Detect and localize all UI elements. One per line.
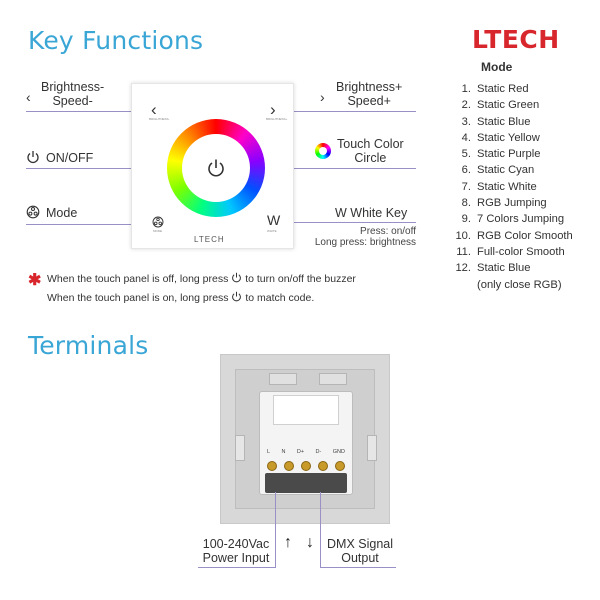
brightness-plus-label	[336, 80, 402, 108]
list-item: 7. Static White	[461, 180, 537, 193]
list-item: 12. Static Blue	[455, 262, 531, 275]
brightness-minus-line2: Speed-	[52, 94, 93, 108]
panel-chevron-left-icon: ‹	[151, 100, 157, 119]
brightness-plus-line2: Speed+	[347, 94, 391, 108]
pin-labels	[267, 449, 345, 455]
pin-label-dplus: D+	[296, 449, 305, 455]
dmx-output-line1: DMX Signal	[327, 537, 393, 551]
panel-w-key[interactable]: W	[267, 212, 281, 228]
ltech-logo: LTECH	[472, 25, 560, 54]
brightness-minus-label	[41, 80, 104, 108]
mode-label: Mode	[46, 206, 78, 220]
pin-label-n: N	[281, 449, 286, 455]
dmx-output-line2: Output	[341, 551, 379, 565]
asterisk-icon: ✱	[28, 272, 42, 289]
power-icon	[231, 272, 242, 283]
list-item: 5. Static Purple	[461, 148, 541, 161]
white-key-text: White Key	[350, 206, 408, 220]
white-key-long-press: Long press: brightness	[314, 237, 416, 248]
leader-line	[320, 567, 396, 568]
panel-brand: LTECH	[194, 235, 225, 244]
power-input-line2: Power Input	[202, 551, 270, 565]
power-input-line1: 100-240Vac	[202, 537, 270, 551]
leader-line	[275, 492, 276, 567]
list-item: 6. Static Cyan	[461, 164, 535, 177]
note-line-2: When the touch panel is on, long press to match code.	[47, 292, 315, 304]
brightness-minus-line1: Brightness-	[41, 80, 105, 94]
pin-label-gnd: GND	[332, 449, 345, 455]
panel-power-icon[interactable]	[206, 158, 226, 183]
brightness-plus-line1: Brightness+	[336, 80, 403, 94]
white-key-press: Press: on/off	[360, 226, 416, 237]
mode-list	[450, 81, 573, 293]
pin-label-l: L	[267, 449, 271, 455]
color-wheel-icon	[315, 143, 331, 159]
chevron-right-icon: ›	[320, 89, 325, 105]
device-back	[220, 354, 390, 524]
white-key-label	[335, 206, 407, 220]
panel-small-left: BRIGHTNESS-	[149, 117, 170, 121]
leader-line	[320, 492, 321, 567]
key-functions-title: Key Functions	[28, 26, 204, 55]
on-off-label: ON/OFF	[46, 151, 94, 165]
leader-line	[280, 222, 416, 223]
arrow-up-icon: ↑	[284, 534, 292, 551]
panel-small-white: WHITE	[267, 229, 277, 233]
terminal-screws	[267, 461, 345, 471]
mode-icon	[26, 205, 40, 224]
power-icon	[26, 150, 40, 169]
power-input-label	[198, 537, 274, 565]
panel-small-right: BRIGHTNESS+	[266, 117, 288, 121]
list-item: 4. Static Yellow	[461, 131, 540, 144]
touch-color-label	[337, 137, 404, 165]
list-item: 9. 7 Colors Jumping	[461, 213, 565, 226]
list-item: 10. RGB Color Smooth	[455, 229, 573, 242]
touch-panel	[131, 83, 294, 249]
terminals-title: Terminals	[28, 331, 149, 360]
list-item: 11. Full-color Smooth	[456, 245, 565, 258]
touch-color-line1: Touch Color	[337, 137, 404, 151]
panel-small-mode: MODE	[153, 229, 162, 233]
chevron-left-icon: ‹	[26, 89, 31, 105]
touch-color-line2: Circle	[354, 151, 387, 165]
list-item: 1. Static Red	[461, 83, 529, 95]
list-item: (only close RGB)	[477, 278, 562, 291]
mode-list-title: Mode	[481, 60, 513, 74]
list-item: 2. Static Green	[461, 99, 540, 112]
pin-label-dminus: D-	[315, 449, 322, 455]
w-glyph: W	[335, 206, 351, 220]
note-line-1: When the touch panel is off, long press to turn on/off the buzzer	[47, 273, 356, 285]
leader-line	[280, 111, 416, 112]
list-item: 8. RGB Jumping	[461, 197, 547, 210]
leader-line	[198, 567, 276, 568]
panel-chevron-right-icon: ›	[270, 100, 276, 119]
power-icon	[231, 291, 242, 302]
list-item: 3. Static Blue	[461, 115, 531, 128]
arrow-down-icon: ↓	[306, 534, 314, 551]
dmx-output-label	[324, 537, 396, 565]
